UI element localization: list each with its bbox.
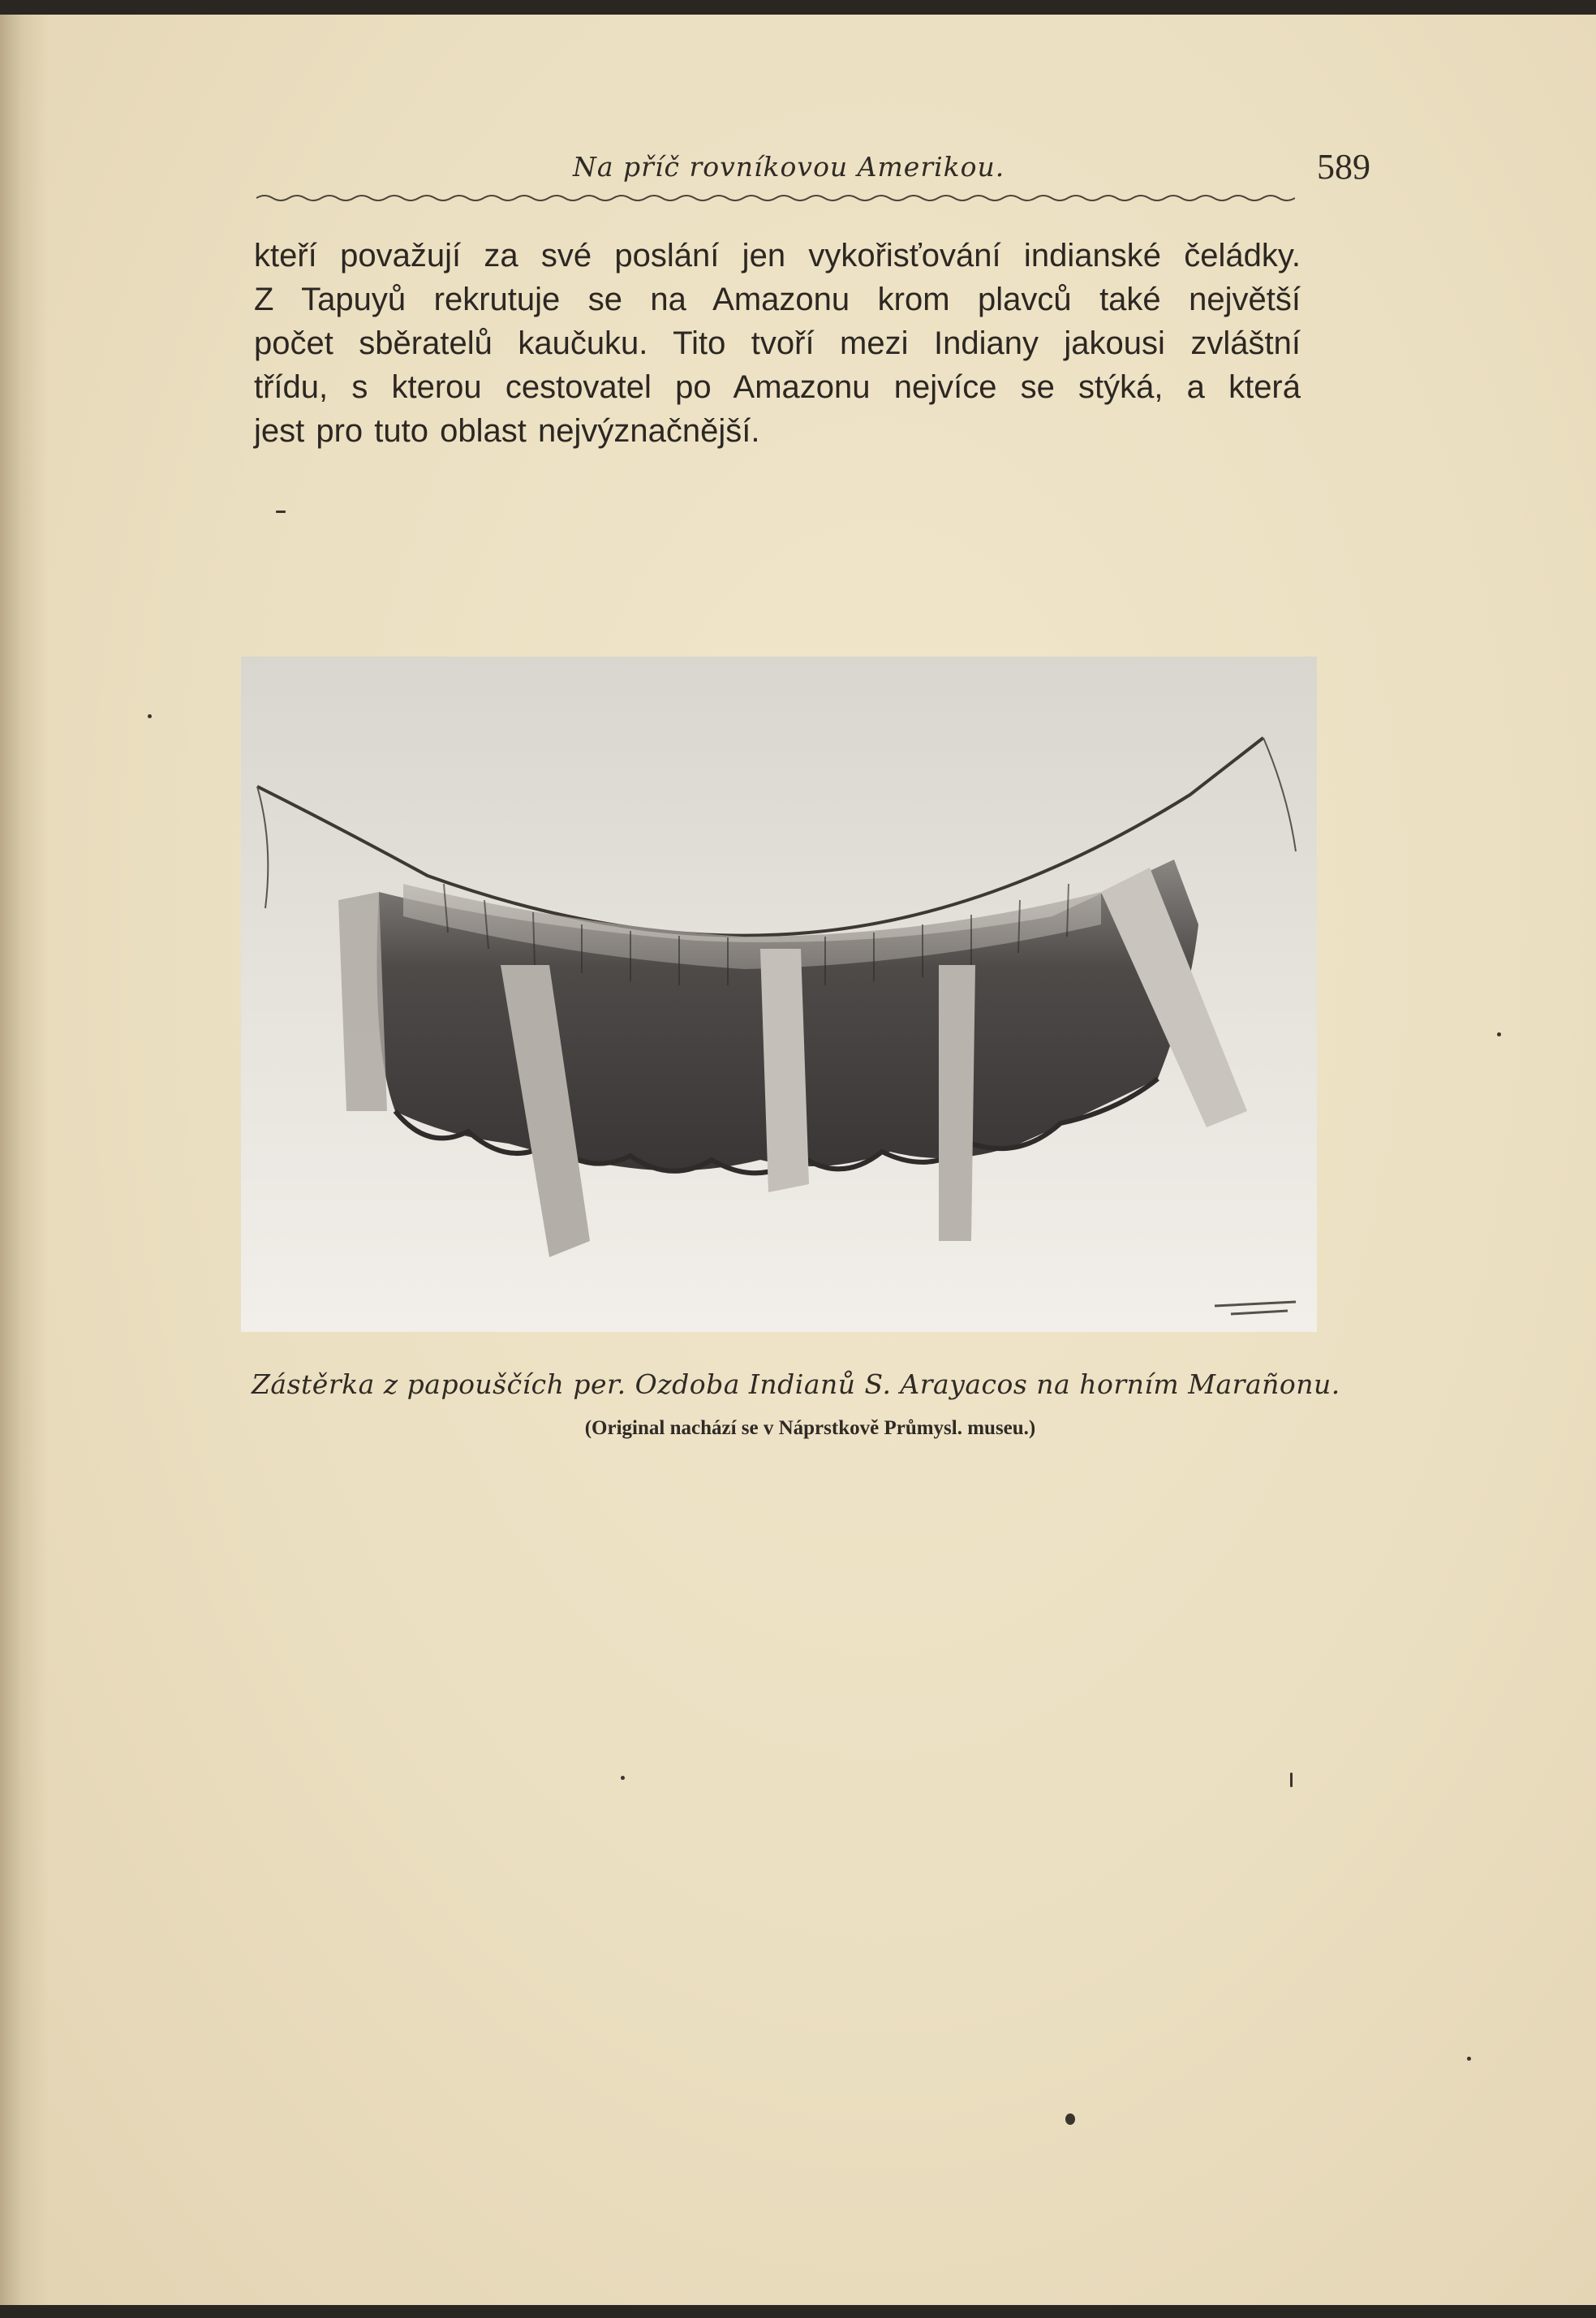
paper-speck xyxy=(1065,2113,1075,2125)
feather-apron-photograph xyxy=(241,657,1317,1332)
running-title: Na příč rovníkovou Amerikou. xyxy=(573,151,1005,183)
body-line: počet sběratelů kaučuku. Tito tvoří mezi Indiany jakousi zvláštní xyxy=(254,325,1301,361)
paper-speck xyxy=(276,511,286,513)
paper-speck xyxy=(1290,1773,1293,1787)
page-gutter-shadow xyxy=(0,15,49,2305)
body-line: třídu, s kterou cestovatel po Amazonu nejvíce se stýká, a která xyxy=(254,369,1301,405)
paper-speck xyxy=(621,1776,625,1780)
body-line: Z Tapuyů rekrutuje se na Amazonu krom plavců také největší xyxy=(254,282,1301,317)
body-line: jest pro tuto oblast nejvýznačnější. xyxy=(254,413,760,449)
page-number: 589 xyxy=(1317,147,1370,187)
figure-caption: Zástěrka z papouščích per. Ozdoba Indianů S. Arayacos na horním Marañonu. xyxy=(252,1368,1340,1400)
paper-speck xyxy=(148,714,152,718)
body-line: kteří považují za své poslání jen vykořisťování indianské čeládky. xyxy=(254,238,1301,274)
paper-speck xyxy=(1497,1032,1501,1036)
page-header xyxy=(0,15,1596,226)
paper-speck xyxy=(1467,2057,1471,2061)
book-page xyxy=(0,15,1596,2305)
header-wavy-rule xyxy=(256,192,1295,203)
body-paragraph xyxy=(254,234,1301,453)
figure-source-note: (Original nachází se v Náprstkově Průmysl. museu.) xyxy=(584,1417,1036,1439)
